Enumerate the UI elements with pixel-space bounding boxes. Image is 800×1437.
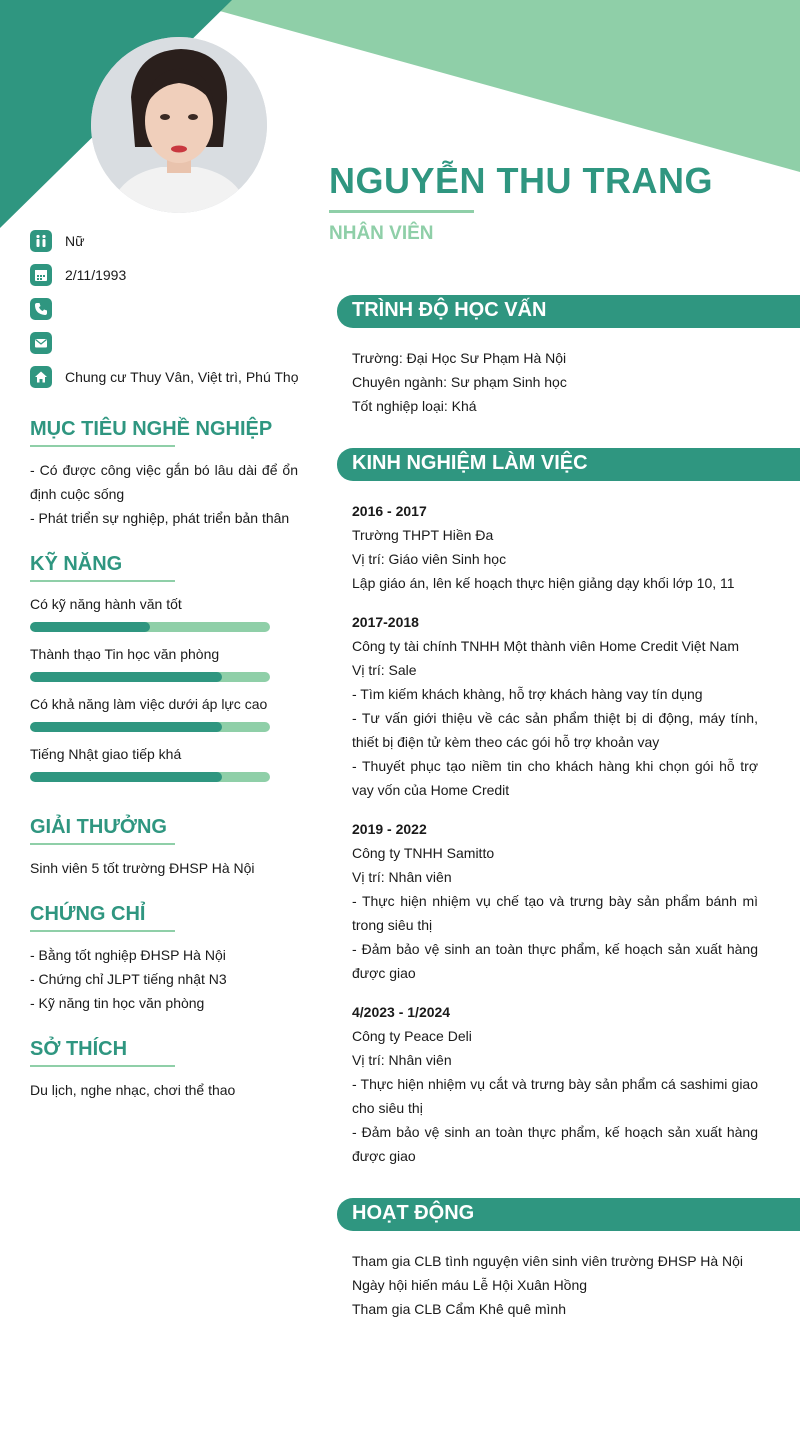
experience-title: KINH NGHIỆM LÀM VIỆC xyxy=(352,452,588,474)
objective-line: - Có được công việc gắn bó lâu dài để ổn xyxy=(30,462,298,478)
education-line: Trường: Đại Học Sư Phạm Hà Nội xyxy=(352,350,567,366)
job-entry xyxy=(352,817,758,985)
skills-underline xyxy=(30,580,175,582)
skill-progress-bar xyxy=(30,672,270,682)
profile-photo xyxy=(91,37,267,213)
objective-line: định cuộc sống xyxy=(30,486,125,502)
job-entry xyxy=(352,610,758,802)
objective-text xyxy=(30,458,298,530)
awards-text xyxy=(30,856,298,880)
job-period: 4/2023 - 1/2024 xyxy=(352,1004,451,1020)
candidate-role: NHÂN VIÊN xyxy=(329,223,434,244)
job-detail: Lập giáo án, lên kế hoạch thực hiện giảng dạy khối lớp 10, 11 xyxy=(352,575,735,591)
objective-underline xyxy=(30,445,175,447)
job-detail: - Đảm bảo vệ sinh an toàn thực phẩm, kế hoạch sản xuất hàng được giao xyxy=(352,1124,758,1164)
education-line: Tốt nghiệp loại: Khá xyxy=(352,398,477,414)
job-detail: - Tư vấn giới thiệu về các sản phẩm thiệt bị di động, máy tính, thiết bị điện tử kèm theo các gói hỗ trợ khoản vay xyxy=(352,710,758,750)
awards-underline xyxy=(30,843,175,845)
activity-line: Tham gia CLB Cẩm Khê quê mình xyxy=(352,1301,566,1317)
job-detail: - Tìm kiếm khách khàng, hỗ trợ khách hàng vay tín dụng xyxy=(352,686,703,702)
hobby-line: Du lịch, nghe nhạc, chơi thể thao xyxy=(30,1082,236,1098)
skill-progress-fill xyxy=(30,622,150,632)
skill-progress-bar xyxy=(30,622,270,632)
job-position: Vị trí: Nhân viên xyxy=(352,869,452,885)
activities-header xyxy=(337,1198,800,1231)
awards-title: GIẢI THƯỞNG xyxy=(30,816,167,838)
certificate-line: - Chứng chỉ JLPT tiếng nhật N3 xyxy=(30,971,227,987)
job-detail: - Thực hiện nhiệm vụ chế tạo và trưng bày sản phẩm bánh mì trong siêu thị xyxy=(352,893,758,933)
contact-gender xyxy=(30,224,299,258)
job-period: 2017-2018 xyxy=(352,614,419,630)
certificate-line: - Bằng tốt nghiệp ĐHSP Hà Nội xyxy=(30,947,226,963)
job-entry xyxy=(352,499,758,595)
job-company: Công ty tài chính TNHH Một thành viên Home Credit Việt Nam xyxy=(352,638,739,654)
job-position: Vị trí: Nhân viên xyxy=(352,1052,452,1068)
email-icon xyxy=(30,332,52,354)
name-underline xyxy=(329,210,474,213)
contact-phone xyxy=(30,292,299,326)
home-icon xyxy=(30,366,52,388)
address-text: Chung cư Thuy Vân, Việt trì, Phú Thọ xyxy=(65,369,299,385)
job-company: Trường THPT Hiền Đa xyxy=(352,527,494,543)
skill-progress-fill xyxy=(30,722,222,732)
skill-progress-bar xyxy=(30,722,270,732)
activity-line: Ngày hội hiến máu Lễ Hội Xuân Hồng xyxy=(352,1277,588,1293)
job-entry xyxy=(352,1000,758,1168)
activities-list xyxy=(352,1249,758,1321)
objective-title: MỤC TIÊU NGHỀ NGHIỆP xyxy=(30,418,273,440)
gender-icon xyxy=(30,230,52,252)
certificates-underline xyxy=(30,930,175,932)
job-position: Vị trí: Sale xyxy=(352,662,417,678)
contact-email xyxy=(30,326,299,360)
job-period: 2019 - 2022 xyxy=(352,821,427,837)
skill-label: Tiếng Nhật giao tiếp khá xyxy=(30,746,182,762)
certificates-text xyxy=(30,943,298,1015)
certificate-line: - Kỹ năng tin học văn phòng xyxy=(30,995,205,1011)
job-position: Vị trí: Giáo viên Sinh học xyxy=(352,551,507,567)
skill-label: Có kỹ năng hành văn tốt xyxy=(30,596,182,612)
job-company: Công ty Peace Deli xyxy=(352,1028,472,1044)
skill-label: Có khả năng làm việc dưới áp lực cao xyxy=(30,696,268,712)
hobbies-text xyxy=(30,1078,298,1102)
education-title: TRÌNH ĐỘ HỌC VẤN xyxy=(352,299,547,321)
skill-progress-fill xyxy=(30,772,222,782)
education-header xyxy=(337,295,800,328)
objective-line: - Phát triển sự nghiệp, phát triển bản thân xyxy=(30,510,290,526)
skill-progress-bar xyxy=(30,772,270,782)
certificates-title: CHỨNG CHỈ xyxy=(30,903,146,925)
education-line: Chuyên ngành: Sư phạm Sinh học xyxy=(352,374,567,390)
activities-title: HOẠT ĐỘNG xyxy=(352,1202,475,1224)
experience-header xyxy=(337,448,800,481)
calendar-icon xyxy=(30,264,52,286)
hobbies-title: SỞ THÍCH xyxy=(30,1038,128,1060)
candidate-name: NGUYỄN THU TRANG xyxy=(329,160,713,201)
contact-list xyxy=(30,224,299,394)
award-line: Sinh viên 5 tốt trường ĐHSP Hà Nội xyxy=(30,860,255,876)
birthday-text: 2/11/1993 xyxy=(65,267,127,283)
activity-line: Tham gia CLB tình nguyện viên sinh viên trường ĐHSP Hà Nội xyxy=(352,1253,744,1269)
contact-birthday xyxy=(30,258,299,292)
phone-icon xyxy=(30,298,52,320)
skill-label: Thành thạo Tin học văn phòng xyxy=(30,646,220,662)
education-details xyxy=(352,346,758,418)
job-detail: - Thuyết phục tạo niềm tin cho khách hàng khi chọn gói hỗ trợ vay vốn của Home Credit xyxy=(352,758,758,798)
job-detail: - Đảm bảo vệ sinh an toàn thực phẩm, kế hoạch sản xuất hàng được giao xyxy=(352,941,758,981)
skills-title: KỸ NĂNG xyxy=(30,553,123,575)
job-detail: - Thực hiện nhiệm vụ cắt và trưng bày sản phẩm cá sashimi giao cho siêu thị xyxy=(352,1076,758,1116)
job-period: 2016 - 2017 xyxy=(352,503,427,519)
job-company: Công ty TNHH Samitto xyxy=(352,845,495,861)
hobbies-underline xyxy=(30,1065,175,1067)
skill-progress-fill xyxy=(30,672,222,682)
gender-text: Nữ xyxy=(65,233,85,249)
contact-address xyxy=(30,360,299,394)
